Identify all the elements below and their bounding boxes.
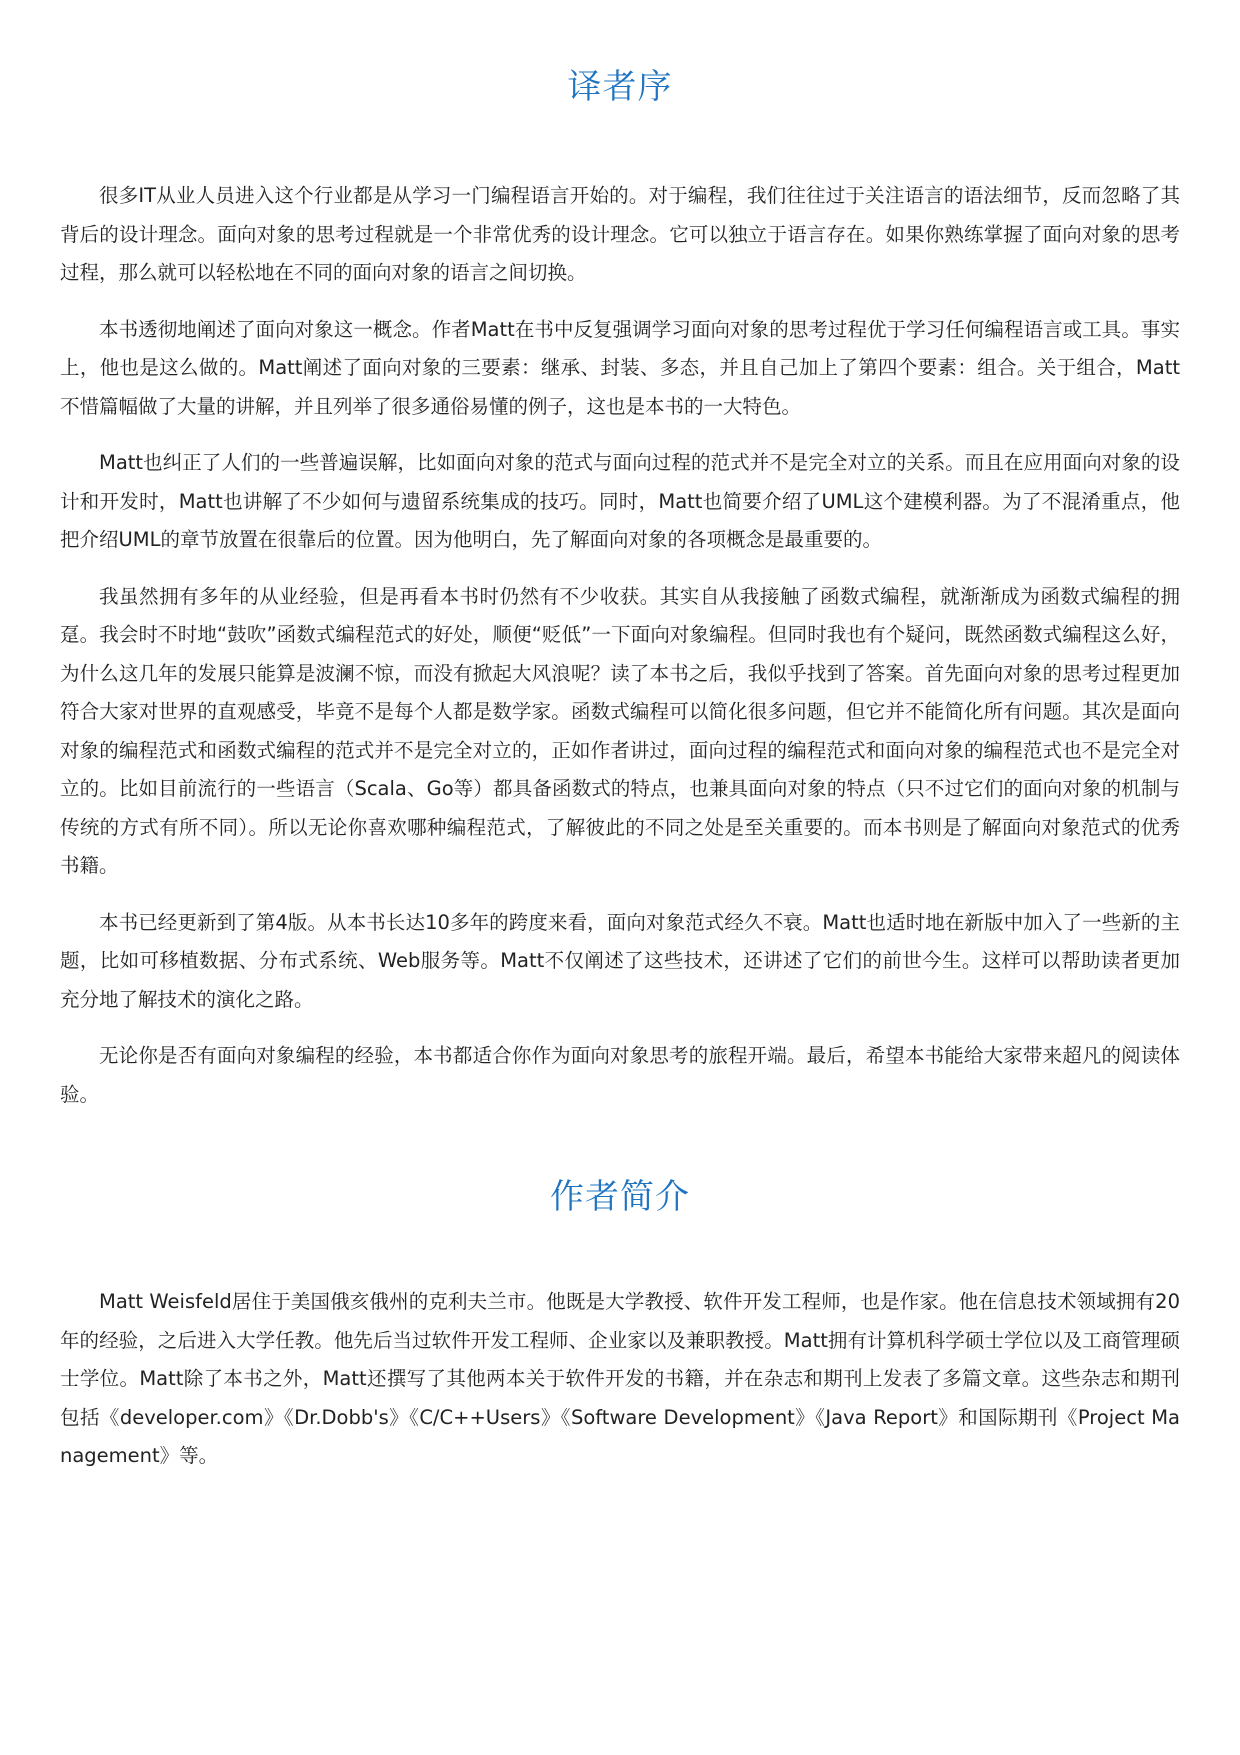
preface-paragraph-4: 我虽然拥有多年的从业经验，但是再看本书时仍然有不少收获。其实自从我接触了函数式编程，就渐渐成为函数式编程的拥趸。我会时不时地“鼓吹”函数式编程范式的好处，顺便“贬低”一下面向对象编程。但同时我也有个疑问，既然函数式编程这么好，为什么这几年的发展只能算是波澜不惊，而没有掀起大风浪呢？读了本书之后，我似乎找到了答案。首先面向对象的思考过程更加符合大家对世界的直观感受，毕竟不是每个人都是数学家。函数式编程可以简化很多问题，但它并不能简化所有问题。其次是面向对象的编程范式和函数式编程的范式并不是完全对立的，正如作者讲过，面向过程的编程范式和面向对象的编程范式也不是完全对立的。比如目前流行的一些语言（Scala、Go等）都具备函数式的特点，也兼具面向对象的特点（只不过它们的面向对象的机制与传统的方式有所不同）。所以无论你喜欢哪种编程范式，了解彼此的不同之处是至关重要的。而本书则是了解面向对象范式的优秀书籍。 — [60, 584, 1180, 877]
preface-paragraph-5: 本书已经更新到了第4版。从本书长达10多年的跨度来看，面向对象范式经久不衰。Matt也适时地在新版中加入了一些新的主题，比如可移植数据、分布式系统、Web服务等。Matt不仅阐述了这些技术，还讲述了它们的前世今生。这样可以帮助读者更加充分地了解技术的演化之路。 — [60, 910, 1180, 1011]
author-paragraph-1: Matt Weisfeld居住于美国俄亥俄州的克利夫兰市。他既是大学教授、软件开发工程师，也是作家。他在信息技术领域拥有20年的经验，之后进入大学任教。他先后当过软件开发工程师、企业家以及兼职教授。Matt拥有计算机科学硕士学位以及工商管理硕士学位。Matt除了本书之外，Matt还撰写了其他两本关于软件开发的书籍，并在杂志和期刊上发表了多篇文章。这些杂志和期刊包括《developer.com》《Dr.Dobb's》《C/C++Users》《Software Development》《Java Report》和国际期刊《Project Management》等。 — [60, 1290, 1180, 1467]
preface-paragraph-3: Matt也纠正了人们的一些普遍误解，比如面向对象的范式与面向过程的范式并不是完全对立的关系。而且在应用面向对象的设计和开发时，Matt也讲解了不少如何与遗留系统集成的技巧。同时，Matt也简要介绍了UML这个建模利器。为了不混淆重点，他把介绍UML的章节放置在很靠后的位置。因为他明白，先了解面向对象的各项概念是最重要的。 — [60, 451, 1180, 551]
author-intro-title: 作者简介 — [550, 1177, 690, 1217]
preface-paragraph-6: 无论你是否有面向对象编程的经验，本书都适合你作为面向对象思考的旅程开端。最后，希望本书能给大家带来超凡的阅读体验。 — [60, 1044, 1180, 1106]
translator-preface-body — [60, 177, 1180, 1132]
author-intro-body — [60, 1283, 1180, 1494]
preface-paragraph-2: 本书透彻地阐述了面向对象这一概念。作者Matt在书中反复强调学习面向对象的思考过程优于学习任何编程语言或工具。事实上，他也是这么做的。Matt阐述了面向对象的三要素：继承、封装、多态，并且自己加上了第四个要素：组合。关于组合，Matt不惜篇幅做了大量的讲解，并且列举了很多通俗易懂的例子，这也是本书的一大特色。 — [60, 317, 1180, 418]
preface-paragraph-1: 很多IT从业人员进入这个行业都是从学习一门编程语言开始的。对于编程，我们往往过于关注语言的语法细节，反而忽略了其背后的设计理念。面向对象的思考过程就是一个非常优秀的设计理念。它可以独立于语言存在。如果你熟练掌握了面向对象的思考过程，那么就可以轻松地在不同的面向对象的语言之间切换。 — [60, 184, 1180, 284]
translator-preface-title: 译者序 — [567, 67, 673, 107]
